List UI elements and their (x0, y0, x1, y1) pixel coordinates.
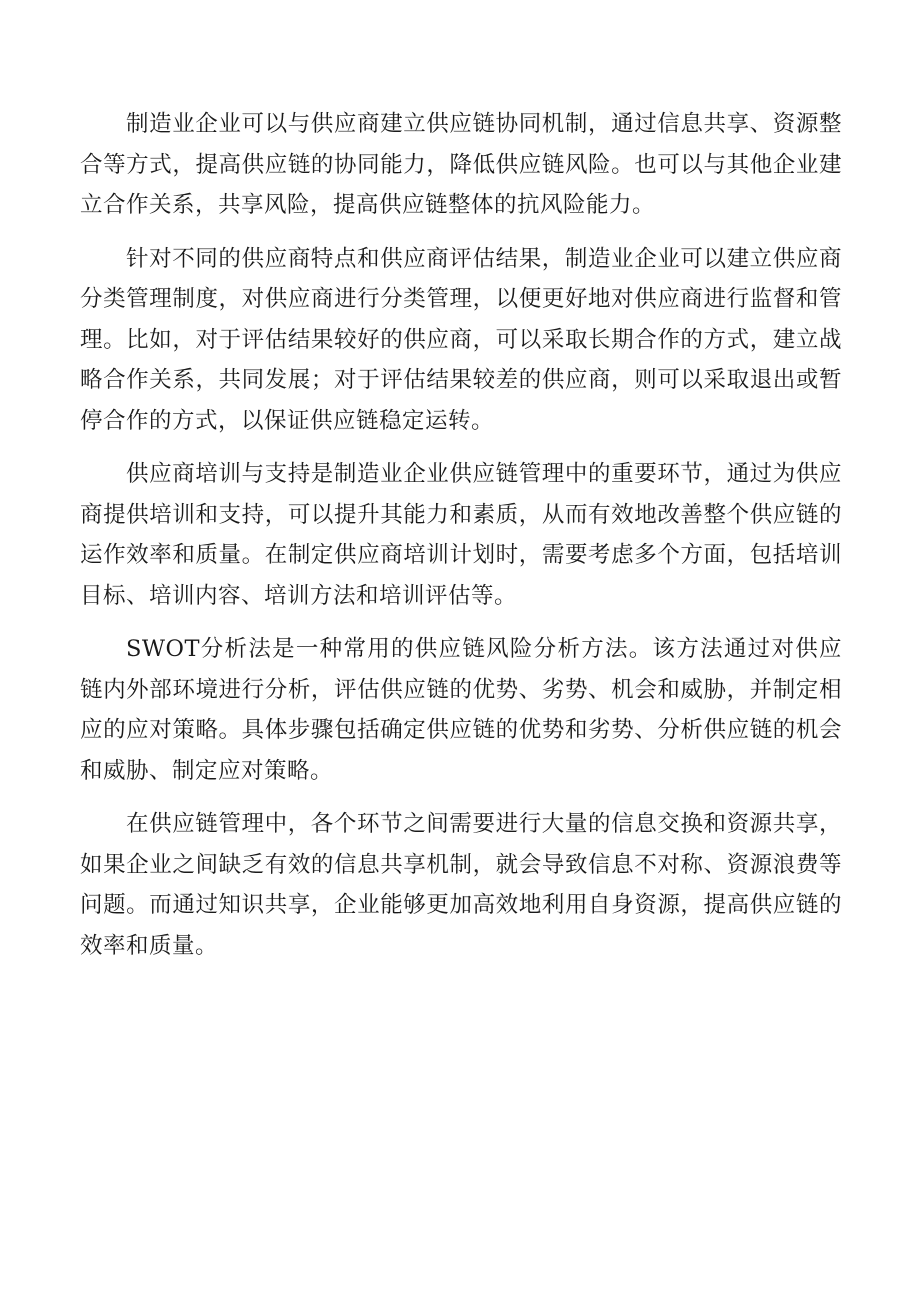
paragraph-knowledge-sharing: 在供应链管理中，各个环节之间需要进行大量的信息交换和资源共享，如果企业之间缺乏有效的信息共享机制，就会导致信息不对称、资源浪费等问题。而通过知识共享，企业能够更加高效地利用自身资源，提高供应链的效率和质量。 (80, 811, 842, 959)
document-body (80, 104, 842, 979)
paragraph-supplier-classification: 针对不同的供应商特点和供应商评估结果，制造业企业可以建立供应商分类管理制度，对供应商进行分类管理，以便更好地对供应商进行监督和管理。比如，对于评估结果较好的供应商，可以采取长期合作的方式，建立战略合作关系，共同发展；对于评估结果较差的供应商，则可以采取退出或暂停合作的方式，以保证供应链稳定运转。 (80, 245, 842, 434)
paragraph-swot-analysis: SWOT分析法是一种常用的供应链风险分析方法。该方法通过对供应链内外部环境进行分析，评估供应链的优势、劣势、机会和威胁，并制定相应的应对策略。具体步骤包括确定供应链的优势和劣势、分析供应链的机会和威胁、制定应对策略。 (80, 636, 842, 784)
paragraph-supplier-collaboration: 制造业企业可以与供应商建立供应链协同机制，通过信息共享、资源整合等方式，提高供应链的协同能力，降低供应链风险。也可以与其他企业建立合作关系，共享风险，提高供应链整体的抗风险能力。 (80, 111, 842, 218)
paragraph-supplier-training: 供应商培训与支持是制造业企业供应链管理中的重要环节，通过为供应商提供培训和支持，可以提升其能力和素质，从而有效地改善整个供应链的运作效率和质量。在制定供应商培训计划时，需要考虑多个方面，包括培训目标、培训内容、培训方法和培训评估等。 (80, 461, 842, 609)
